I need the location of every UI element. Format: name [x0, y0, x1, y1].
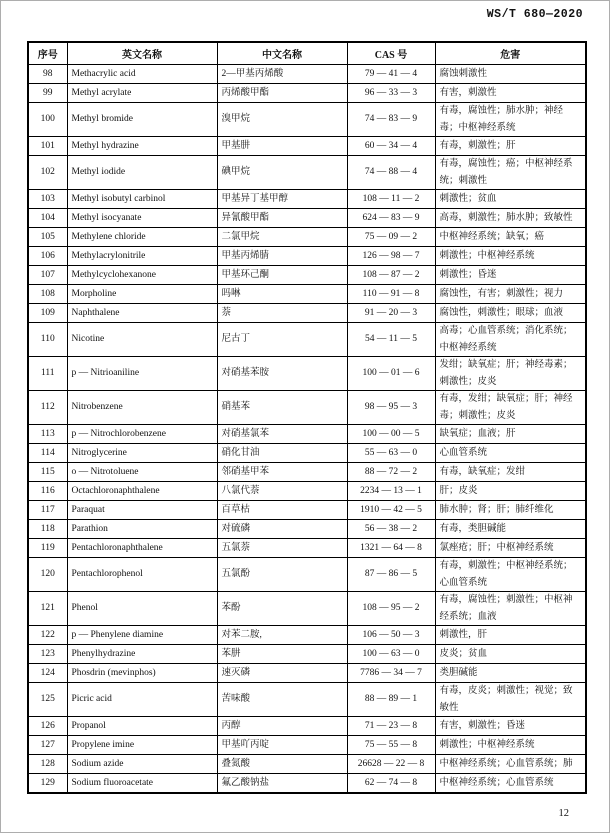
cell-serial-number: 108 — [28, 285, 67, 304]
cell-serial-number: 118 — [28, 520, 67, 539]
cell-cas-number: 7786 — 34 — 7 — [347, 664, 435, 683]
table-row — [28, 323, 586, 357]
cell-cas-number: 74 — 88 — 4 — [347, 156, 435, 190]
cell-english-name: Methyl iodide — [67, 156, 217, 190]
cell-serial-number: 126 — [28, 717, 67, 736]
cell-english-name: Methyl bromide — [67, 103, 217, 137]
cell-hazard: 肺水肿；肾；肝；肺纤维化 — [435, 501, 586, 520]
table-row — [28, 137, 586, 156]
table-row — [28, 592, 586, 626]
table-row — [28, 482, 586, 501]
cell-serial-number: 129 — [28, 774, 67, 794]
cell-serial-number: 125 — [28, 683, 67, 717]
cell-hazard: 有毒，腐蚀性；癌；中枢神经系统；刺激性 — [435, 156, 586, 190]
cell-hazard: 皮炎；贫血 — [435, 645, 586, 664]
table-row — [28, 425, 586, 444]
table-row — [28, 717, 586, 736]
cell-chinese-name: 吗啉 — [217, 285, 347, 304]
cell-english-name: Nicotine — [67, 323, 217, 357]
cell-chinese-name: 对硫磷 — [217, 520, 347, 539]
cell-hazard: 刺激性；昏迷 — [435, 266, 586, 285]
cell-hazard: 中枢神经系统；缺氧；癌 — [435, 228, 586, 247]
cell-chinese-name: 硝基苯 — [217, 391, 347, 425]
cell-chinese-name: 甲基丙烯腈 — [217, 247, 347, 266]
cell-hazard: 高毒，刺激性；肺水肿；致敏性 — [435, 209, 586, 228]
table-row — [28, 391, 586, 425]
cell-cas-number: 100 — 00 — 5 — [347, 425, 435, 444]
cell-chinese-name: 五氯酚 — [217, 558, 347, 592]
cell-hazard: 有毒，腐蚀性；肺水肿；神经毒；中枢神经系统 — [435, 103, 586, 137]
cell-serial-number: 104 — [28, 209, 67, 228]
cell-english-name: Picric acid — [67, 683, 217, 717]
cell-english-name: Methylacrylonitrile — [67, 247, 217, 266]
page-number: 12 — [558, 808, 569, 819]
cell-cas-number: 91 — 20 — 3 — [347, 304, 435, 323]
cell-serial-number: 102 — [28, 156, 67, 190]
cell-cas-number: 74 — 83 — 9 — [347, 103, 435, 137]
table-row — [28, 84, 586, 103]
cell-serial-number: 113 — [28, 425, 67, 444]
cell-chinese-name: 五氯萘 — [217, 539, 347, 558]
cell-english-name: Propanol — [67, 717, 217, 736]
cell-hazard: 心血管系统 — [435, 444, 586, 463]
cell-cas-number: 60 — 34 — 4 — [347, 137, 435, 156]
cell-serial-number: 128 — [28, 755, 67, 774]
table-row — [28, 539, 586, 558]
cell-cas-number: 110 — 91 — 8 — [347, 285, 435, 304]
cell-serial-number: 99 — [28, 84, 67, 103]
cell-serial-number: 100 — [28, 103, 67, 137]
cell-english-name: Paraquat — [67, 501, 217, 520]
cell-cas-number: 100 — 63 — 0 — [347, 645, 435, 664]
cell-english-name: Phenol — [67, 592, 217, 626]
cell-english-name: Pentachlorophenol — [67, 558, 217, 592]
cell-cas-number: 624 — 83 — 9 — [347, 209, 435, 228]
cell-cas-number: 75 — 09 — 2 — [347, 228, 435, 247]
cell-chinese-name: 对苯二胺, — [217, 626, 347, 645]
cell-chinese-name: 甲基吖丙啶 — [217, 736, 347, 755]
table-row — [28, 664, 586, 683]
table-row — [28, 247, 586, 266]
cell-hazard: 腐蚀性，有害；刺激性；视力 — [435, 285, 586, 304]
cell-chinese-name: 尼古丁 — [217, 323, 347, 357]
cell-hazard: 有毒，刺激性；肝 — [435, 137, 586, 156]
cell-cas-number: 98 — 95 — 3 — [347, 391, 435, 425]
cell-english-name: Methylcyclohexanone — [67, 266, 217, 285]
cell-hazard: 中枢神经系统；心血管系统；肺 — [435, 755, 586, 774]
table-row — [28, 266, 586, 285]
table-row — [28, 736, 586, 755]
cell-serial-number: 110 — [28, 323, 67, 357]
chemical-hazard-table — [27, 41, 587, 794]
cell-hazard: 肝；皮炎 — [435, 482, 586, 501]
cell-english-name: p — Phenylene diamine — [67, 626, 217, 645]
cell-hazard: 有毒，缺氧症；发绀 — [435, 463, 586, 482]
cell-cas-number: 2234 — 13 — 1 — [347, 482, 435, 501]
cell-chinese-name: 速灭磷 — [217, 664, 347, 683]
cell-serial-number: 116 — [28, 482, 67, 501]
cell-serial-number: 127 — [28, 736, 67, 755]
cell-hazard: 有毒，刺激性；中枢神经系统；心血管系统 — [435, 558, 586, 592]
cell-cas-number: 100 — 01 — 6 — [347, 357, 435, 391]
cell-chinese-name: 丙烯酸甲酯 — [217, 84, 347, 103]
cell-chinese-name: 八氯代萘 — [217, 482, 347, 501]
cell-english-name: Morpholine — [67, 285, 217, 304]
cell-hazard: 有害，刺激性；昏迷 — [435, 717, 586, 736]
cell-english-name: Sodium fluoroacetate — [67, 774, 217, 794]
table-row — [28, 444, 586, 463]
cell-english-name: Methyl hydrazine — [67, 137, 217, 156]
cell-serial-number: 114 — [28, 444, 67, 463]
cell-hazard: 有毒，腐蚀性；刺激性；中枢神经系统；血液 — [435, 592, 586, 626]
cell-cas-number: 108 — 95 — 2 — [347, 592, 435, 626]
cell-cas-number: 71 — 23 — 8 — [347, 717, 435, 736]
cell-serial-number: 120 — [28, 558, 67, 592]
cell-chinese-name: 异氰酸甲酯 — [217, 209, 347, 228]
cell-hazard: 腐蚀刺激性 — [435, 65, 586, 84]
cell-cas-number: 62 — 74 — 8 — [347, 774, 435, 794]
table-row — [28, 156, 586, 190]
table-row — [28, 357, 586, 391]
cell-chinese-name: 硝化甘油 — [217, 444, 347, 463]
cell-chinese-name: 甲基肼 — [217, 137, 347, 156]
cell-hazard: 刺激性；中枢神经系统 — [435, 736, 586, 755]
table-row — [28, 558, 586, 592]
table-row — [28, 103, 586, 137]
cell-chinese-name: 对硝基氯苯 — [217, 425, 347, 444]
cell-chinese-name: 百草枯 — [217, 501, 347, 520]
cell-serial-number: 109 — [28, 304, 67, 323]
cell-hazard: 有毒，类胆碱能 — [435, 520, 586, 539]
cell-hazard: 缺氧症；血液；肝 — [435, 425, 586, 444]
header-english-name: 英文名称 — [67, 42, 217, 65]
table-row — [28, 645, 586, 664]
cell-hazard: 刺激性，肝 — [435, 626, 586, 645]
cell-english-name: Propylene imine — [67, 736, 217, 755]
cell-serial-number: 112 — [28, 391, 67, 425]
cell-cas-number: 54 — 11 — 5 — [347, 323, 435, 357]
cell-english-name: Nitroglycerine — [67, 444, 217, 463]
cell-cas-number: 87 — 86 — 5 — [347, 558, 435, 592]
cell-serial-number: 119 — [28, 539, 67, 558]
cell-chinese-name: 碘甲烷 — [217, 156, 347, 190]
cell-hazard: 有毒，发绀；缺氧症；肝；神经毒；刺激性；皮炎 — [435, 391, 586, 425]
cell-english-name: Octachloronaphthalene — [67, 482, 217, 501]
cell-chinese-name: 甲基异丁基甲醇 — [217, 190, 347, 209]
cell-serial-number: 121 — [28, 592, 67, 626]
cell-serial-number: 115 — [28, 463, 67, 482]
cell-cas-number: 108 — 11 — 2 — [347, 190, 435, 209]
table-row — [28, 501, 586, 520]
cell-english-name: Pentachloronaphthalene — [67, 539, 217, 558]
cell-english-name: Sodium azide — [67, 755, 217, 774]
cell-chinese-name: 苦味酸 — [217, 683, 347, 717]
table-row — [28, 209, 586, 228]
cell-hazard: 类胆碱能 — [435, 664, 586, 683]
header-cas-number: CAS 号 — [347, 42, 435, 65]
cell-serial-number: 122 — [28, 626, 67, 645]
cell-english-name: Parathion — [67, 520, 217, 539]
cell-cas-number: 108 — 87 — 2 — [347, 266, 435, 285]
cell-chinese-name: 二氯甲烷 — [217, 228, 347, 247]
cell-hazard: 中枢神经系统；心血管系统 — [435, 774, 586, 794]
cell-cas-number: 1910 — 42 — 5 — [347, 501, 435, 520]
table-row — [28, 626, 586, 645]
cell-chinese-name: 萘 — [217, 304, 347, 323]
cell-cas-number: 88 — 89 — 1 — [347, 683, 435, 717]
cell-english-name: p — Nitrochlorobenzene — [67, 425, 217, 444]
cell-chinese-name: 邻硝基甲苯 — [217, 463, 347, 482]
cell-cas-number: 88 — 72 — 2 — [347, 463, 435, 482]
cell-hazard: 有害，刺激性 — [435, 84, 586, 103]
cell-hazard: 高毒；心血管系统；消化系统；中枢神经系统 — [435, 323, 586, 357]
table-row — [28, 190, 586, 209]
cell-serial-number: 103 — [28, 190, 67, 209]
cell-cas-number: 126 — 98 — 7 — [347, 247, 435, 266]
table-row — [28, 285, 586, 304]
header-serial-number: 序号 — [28, 42, 67, 65]
cell-english-name: o — Nitrotoluene — [67, 463, 217, 482]
cell-hazard: 腐蚀性，刺激性；眼球；血液 — [435, 304, 586, 323]
table-row — [28, 774, 586, 794]
cell-chinese-name: 甲基环己酮 — [217, 266, 347, 285]
cell-cas-number: 1321 — 64 — 8 — [347, 539, 435, 558]
cell-serial-number: 111 — [28, 357, 67, 391]
cell-english-name: Methyl isocyanate — [67, 209, 217, 228]
cell-serial-number: 101 — [28, 137, 67, 156]
cell-cas-number: 106 — 50 — 3 — [347, 626, 435, 645]
cell-serial-number: 105 — [28, 228, 67, 247]
table-row — [28, 304, 586, 323]
cell-serial-number: 107 — [28, 266, 67, 285]
cell-cas-number: 56 — 38 — 2 — [347, 520, 435, 539]
cell-chinese-name: 氟乙酸钠盐 — [217, 774, 347, 794]
cell-serial-number: 117 — [28, 501, 67, 520]
cell-serial-number: 98 — [28, 65, 67, 84]
cell-chinese-name: 溴甲烷 — [217, 103, 347, 137]
table-header-row — [28, 42, 586, 65]
chemical-table-body — [28, 65, 586, 794]
table-row — [28, 65, 586, 84]
cell-cas-number: 55 — 63 — 0 — [347, 444, 435, 463]
cell-hazard: 有毒，皮炎；刺激性；视觉；致敏性 — [435, 683, 586, 717]
table-row — [28, 755, 586, 774]
cell-hazard: 刺激性；中枢神经系统 — [435, 247, 586, 266]
cell-english-name: Methyl isobutyl carbinol — [67, 190, 217, 209]
cell-cas-number: 75 — 55 — 8 — [347, 736, 435, 755]
cell-cas-number: 79 — 41 — 4 — [347, 65, 435, 84]
header-chinese-name: 中文名称 — [217, 42, 347, 65]
table-row — [28, 228, 586, 247]
cell-chinese-name: 苯酚 — [217, 592, 347, 626]
cell-hazard: 刺激性；贫血 — [435, 190, 586, 209]
cell-serial-number: 123 — [28, 645, 67, 664]
header-hazard: 危害 — [435, 42, 586, 65]
cell-hazard: 发绀；缺氧症；肝；神经毒素；刺激性；皮炎 — [435, 357, 586, 391]
cell-english-name: Methacrylic acid — [67, 65, 217, 84]
cell-english-name: Nitrobenzene — [67, 391, 217, 425]
cell-cas-number: 26628 — 22 — 8 — [347, 755, 435, 774]
table-row — [28, 520, 586, 539]
table-row — [28, 683, 586, 717]
table-row — [28, 463, 586, 482]
cell-serial-number: 106 — [28, 247, 67, 266]
cell-english-name: p — Nitrioaniline — [67, 357, 217, 391]
cell-english-name: Methylene chloride — [67, 228, 217, 247]
cell-english-name: Phenylhydrazine — [67, 645, 217, 664]
cell-english-name: Naphthalene — [67, 304, 217, 323]
doc-code: WS/T 680—2020 — [486, 8, 583, 21]
cell-chinese-name: 苯肼 — [217, 645, 347, 664]
cell-chinese-name: 2—甲基丙烯酸 — [217, 65, 347, 84]
cell-cas-number: 96 — 33 — 3 — [347, 84, 435, 103]
cell-english-name: Methyl acrylate — [67, 84, 217, 103]
cell-chinese-name: 对硝基苯胺 — [217, 357, 347, 391]
cell-english-name: Phosdrin (mevinphos) — [67, 664, 217, 683]
cell-serial-number: 124 — [28, 664, 67, 683]
cell-hazard: 氯痤疮；肝；中枢神经系统 — [435, 539, 586, 558]
cell-chinese-name: 丙醇 — [217, 717, 347, 736]
cell-chinese-name: 叠氮酸 — [217, 755, 347, 774]
